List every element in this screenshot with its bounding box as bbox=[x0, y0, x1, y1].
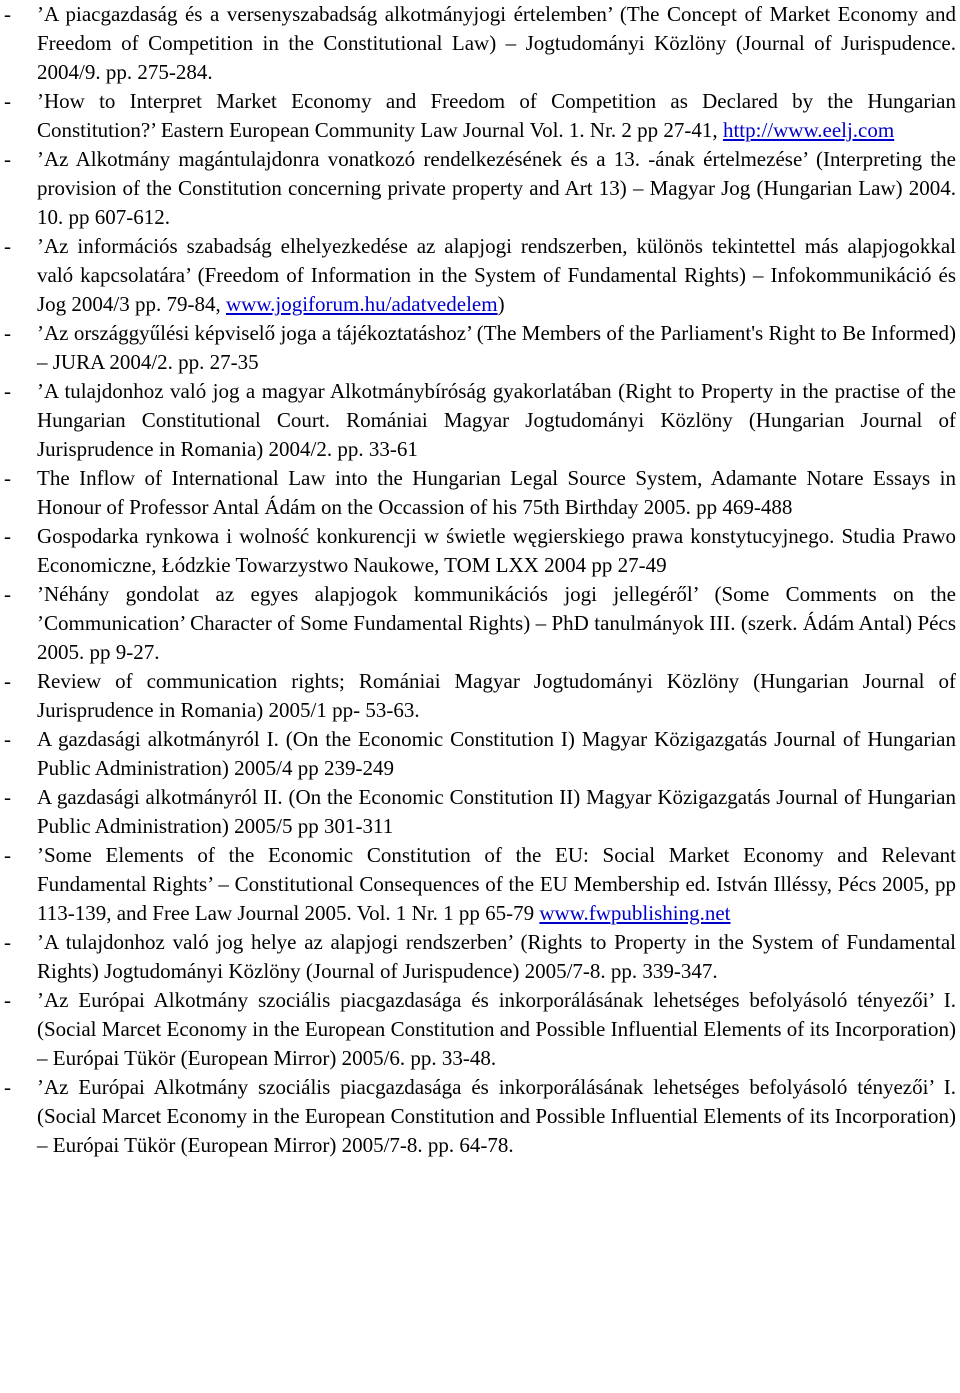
bibliography-entry bbox=[0, 232, 960, 319]
entry-text: ’A tulajdonhoz való jog helye az alapjogi rendszerben’ (Rights to Property in the System of Fundamental Rights) Jogtudományi Közlöny (Journal of Jurispudence) 2005/7-8. pp. 339-347. bbox=[37, 930, 956, 983]
entry-text: ’Az Európai Alkotmány szociális piacgazdasága és inkorporálásának lehetséges befolyásoló tényezői’ I. (Social Marcet Economy in the European Constitution and Possible Influential Elements of its Incorporation) – Európai Tükör (European Mirror) 2005/7-8. pp. 64-78. bbox=[37, 1075, 956, 1157]
entry-link[interactable]: www.fwpublishing.net bbox=[539, 901, 731, 925]
entry-text: A gazdasági alkotmányról II. (On the Economic Constitution II) Magyar Közigazgatás Journal of Hungarian Public Administration) 2005/5 pp 301-311 bbox=[37, 785, 956, 838]
entry-text: A gazdasági alkotmányról I. (On the Economic Constitution I) Magyar Közigazgatás Journal of Hungarian Public Administration) 2005/4 pp 239-249 bbox=[37, 727, 956, 780]
list-dash: - bbox=[4, 988, 11, 1012]
entry-link[interactable]: http://www.eelj.com bbox=[722, 118, 895, 142]
list-dash: - bbox=[4, 1075, 11, 1099]
entry-text: ’How to Interpret Market Economy and Freedom of Competition as Declared by the Hungarian Constitution?’ Eastern European Community Law Journal Vol. 1. Nr. 2 pp 27-41, bbox=[37, 89, 956, 142]
entry-text: ’Some Elements of the Economic Constitution of the EU: Social Market Economy and Relevant Fundamental Rights’ – Constitutional Consequences of the EU Membership ed. István Illéssy, Pécs 2005, pp 113-139, and Free Law Journal 2005. Vol. 1 Nr. 1 pp 65-79 bbox=[37, 843, 956, 925]
bibliography-entry bbox=[0, 986, 960, 1073]
list-dash: - bbox=[4, 843, 11, 867]
list-dash: - bbox=[4, 727, 11, 751]
bibliography-entry bbox=[0, 87, 960, 145]
bibliography-entry bbox=[0, 725, 960, 783]
bibliography-entry bbox=[0, 464, 960, 522]
entry-text: ’Az információs szabadság elhelyezkedése az alapjogi rendszerben, különös tekintettel más alapjogokkal való kapcsolatára’ (Freedom of Information in the System of Fundamental Rights) – Infokommunikáció és Jog 2004/3 pp. 79-84, bbox=[37, 234, 956, 316]
bibliography-entry bbox=[0, 377, 960, 464]
entry-text-end: ) bbox=[497, 292, 505, 316]
entry-text: Review of communication rights; Romániai Magyar Jogtudományi Közlöny (Hungarian Journal of Jurisprudence in Romania) 2005/1 pp- 53-63. bbox=[37, 669, 956, 722]
bibliography-entry bbox=[0, 145, 960, 232]
entry-text: ’A piacgazdaság és a versenyszabadság alkotmányjogi értelemben’ (The Concept of Market Economy and Freedom of Competition in the Constitutional Law) – Jogtudományi Közlöny (Journal of Jurispudence. 2004/9. pp. 275-284. bbox=[37, 2, 956, 84]
entry-text: ’Az Alkotmány magántulajdonra vonatkozó rendelkezésének és a 13. -ának értelmezése’ (Interpreting the provision of the Constitution concerning private property and Art 13) – Magyar Jog (Hungarian Law) 2004. 10. pp 607-612. bbox=[37, 147, 956, 229]
bibliography-entry bbox=[0, 0, 960, 87]
entry-text: The Inflow of International Law into the Hungarian Legal Source System, Adamante Notare Essays in Honour of Professor Antal Ádám on the Occassion of his 75th Birthday 2005. pp 469-488 bbox=[37, 466, 956, 519]
entry-text: ’Az országgyűlési képviselő joga a tájékoztatáshoz’ (The Members of the Parliament's Right to Be Informed) – JURA 2004/2. pp. 27-35 bbox=[37, 321, 956, 374]
list-dash: - bbox=[4, 582, 11, 606]
entry-text: ’Néhány gondolat az egyes alapjogok kommunikációs jogi jellegéről’ (Some Comments on the ’Communication’ Character of Some Fundamental Rights) – PhD tanulmányok III. (szerk. Ádám Antal) Pécs 2005. pp 9-27. bbox=[37, 582, 956, 664]
bibliography-entry bbox=[0, 522, 960, 580]
entry-text: ’A tulajdonhoz való jog a magyar Alkotmánybíróság gyakorlatában (Right to Property in the practise of the Hungarian Constitutional Court. Romániai Magyar Jogtudományi Közlöny (Hungarian Journal of Jurisprudence in Romania) 2004/2. pp. 33-61 bbox=[37, 379, 956, 461]
bibliography-entry bbox=[0, 783, 960, 841]
list-dash: - bbox=[4, 321, 11, 345]
list-dash: - bbox=[4, 466, 11, 490]
bibliography-entry bbox=[0, 319, 960, 377]
list-dash: - bbox=[4, 785, 11, 809]
list-dash: - bbox=[4, 89, 11, 113]
list-dash: - bbox=[4, 524, 11, 548]
list-dash: - bbox=[4, 234, 11, 258]
bibliography-entry bbox=[0, 841, 960, 928]
bibliography-entry bbox=[0, 928, 960, 986]
bibliography-entry bbox=[0, 1073, 960, 1160]
list-dash: - bbox=[4, 669, 11, 693]
list-dash: - bbox=[4, 379, 11, 403]
entry-text: ’Az Európai Alkotmány szociális piacgazdasága és inkorporálásának lehetséges befolyásoló tényezői’ I. (Social Marcet Economy in the European Constitution and Possible Influential Elements of its Incorporation) – Európai Tükör (European Mirror) 2005/6. pp. 33-48. bbox=[37, 988, 956, 1070]
list-dash: - bbox=[4, 147, 11, 171]
entry-text: Gospodarka rynkowa i wolność konkurencji w świetle węgierskiego prawa konstytucyjnego. Studia Prawo Economiczne, Łódzkie Towarzystwo Naukowe, TOM LXX 2004 pp 27-49 bbox=[37, 524, 956, 577]
bibliography-entry bbox=[0, 580, 960, 667]
list-dash: - bbox=[4, 930, 11, 954]
bibliography-entry bbox=[0, 667, 960, 725]
list-dash: - bbox=[4, 2, 11, 26]
entry-link[interactable]: www.jogiforum.hu/adatvedelem bbox=[226, 292, 498, 316]
